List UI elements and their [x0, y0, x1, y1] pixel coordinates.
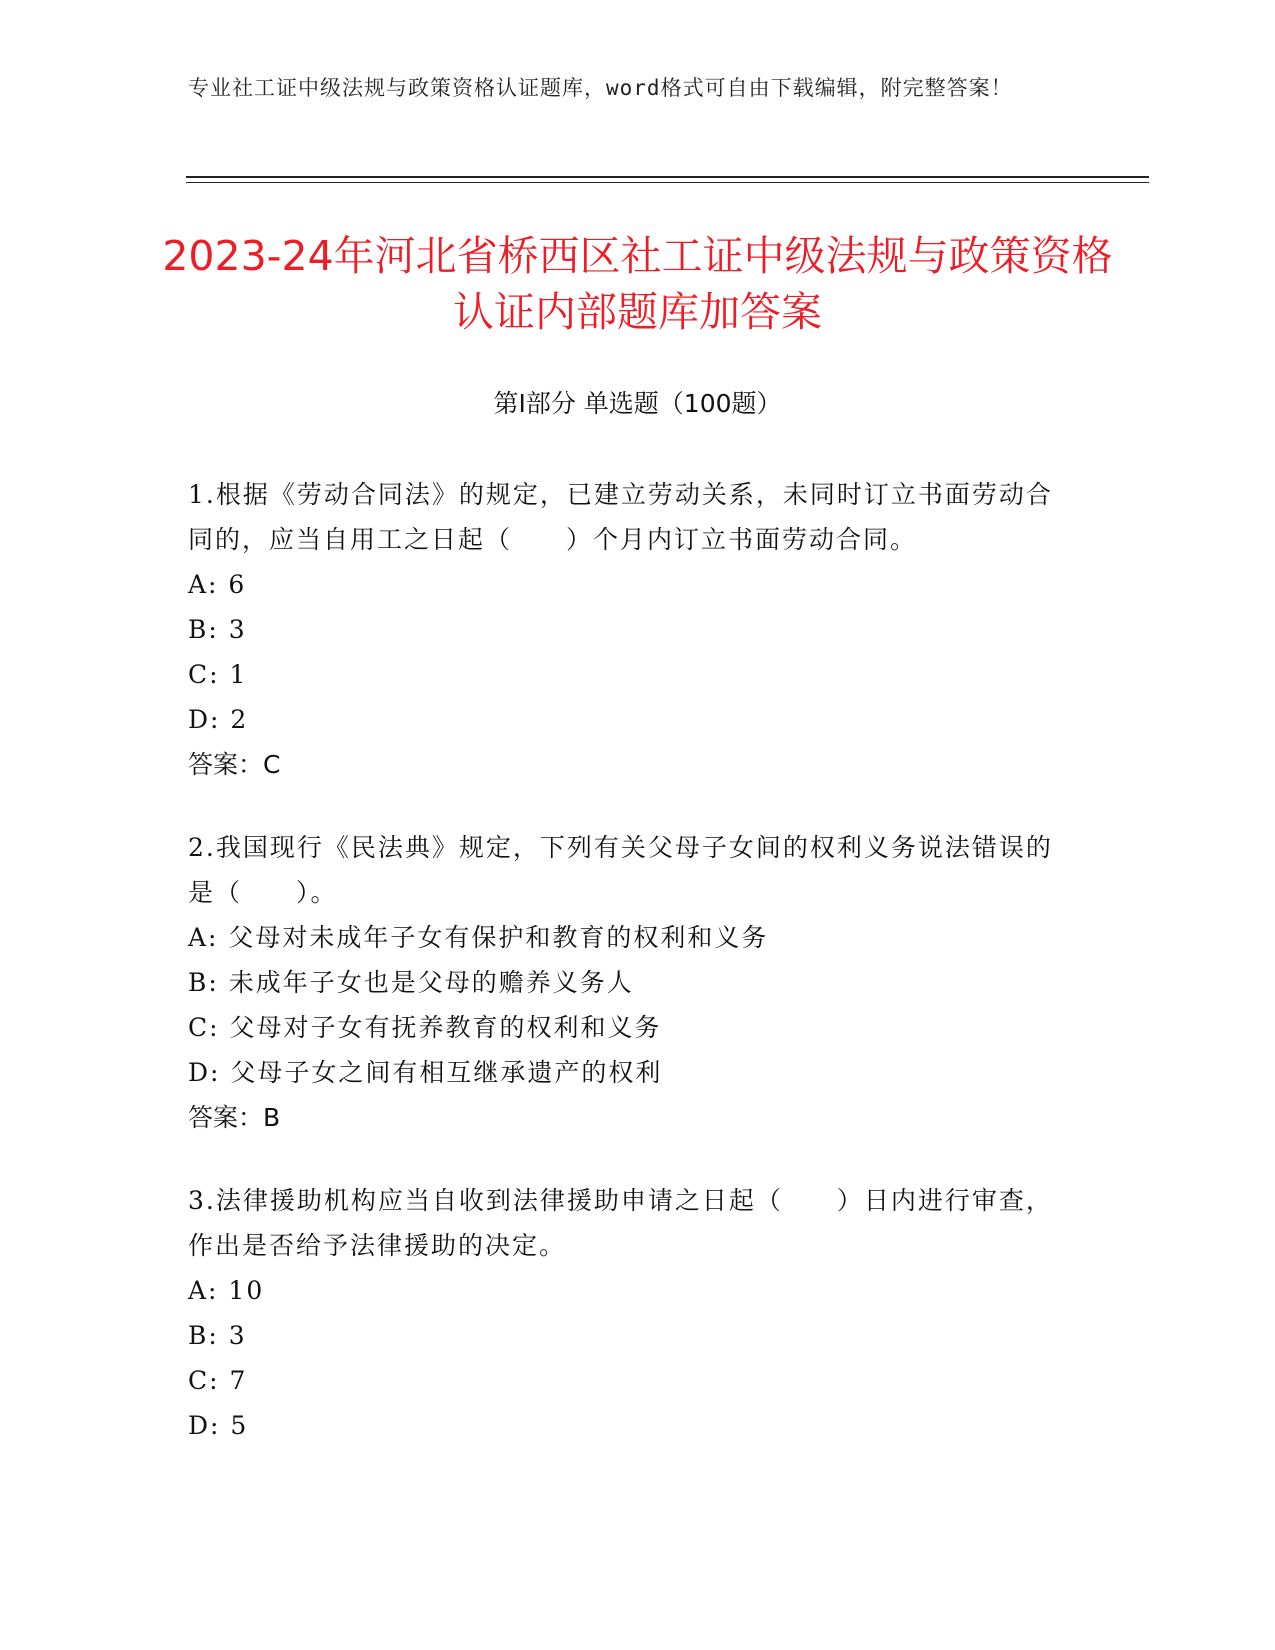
question-stem: 2.我国现行《民法典》规定，下列有关父母子女间的权利义务说法错误的是（ ）。 — [188, 833, 1053, 907]
header-divider — [186, 176, 1149, 178]
option-d: D: 5 — [188, 1411, 249, 1440]
option-d: D: 父母子女之间有相互继承遗产的权利 — [188, 1058, 663, 1087]
question-stem: 3.法律援助机构应当自收到法律援助申请之日起（ ）日内进行审查，作出是否给予法律援助的决定。 — [188, 1186, 1053, 1260]
option-a: A: 10 — [188, 1276, 265, 1305]
option-c: C: 1 — [188, 660, 248, 689]
answer: 答案：C — [188, 750, 281, 779]
answer: 答案：B — [188, 1103, 281, 1132]
option-b: B: 3 — [188, 615, 247, 644]
question-list — [188, 472, 1068, 1486]
header-note: 专业社工证中级法规与政策资格认证题库，word格式可自由下载编辑，附完整答案！ — [188, 76, 1013, 100]
question-3 — [188, 1178, 1068, 1448]
question-stem: 1.根据《劳动合同法》的规定，已建立劳动关系，未同时订立书面劳动合同的，应当自用工之日起（ ）个月内订立书面劳动合同。 — [188, 480, 1053, 554]
option-c: C: 7 — [188, 1366, 248, 1395]
option-b: B: 3 — [188, 1321, 247, 1350]
section-title: 第Ⅰ部分 单选题（100题） — [493, 389, 782, 418]
question-1 — [188, 472, 1068, 787]
option-b: B: 未成年子女也是父母的赡养义务人 — [188, 968, 634, 997]
option-c: C: 父母对子女有抚养教育的权利和义务 — [188, 1013, 662, 1042]
header-divider-thin — [186, 182, 1149, 183]
option-a: A: 父母对未成年子女有保护和教育的权利和义务 — [188, 923, 769, 952]
option-d: D: 2 — [188, 705, 249, 734]
question-2 — [188, 825, 1068, 1140]
document-title: 2023-24年河北省桥西区社工证中级法规与政策资格认证内部题库加答案 — [162, 232, 1113, 336]
option-a: A: 6 — [188, 570, 247, 599]
